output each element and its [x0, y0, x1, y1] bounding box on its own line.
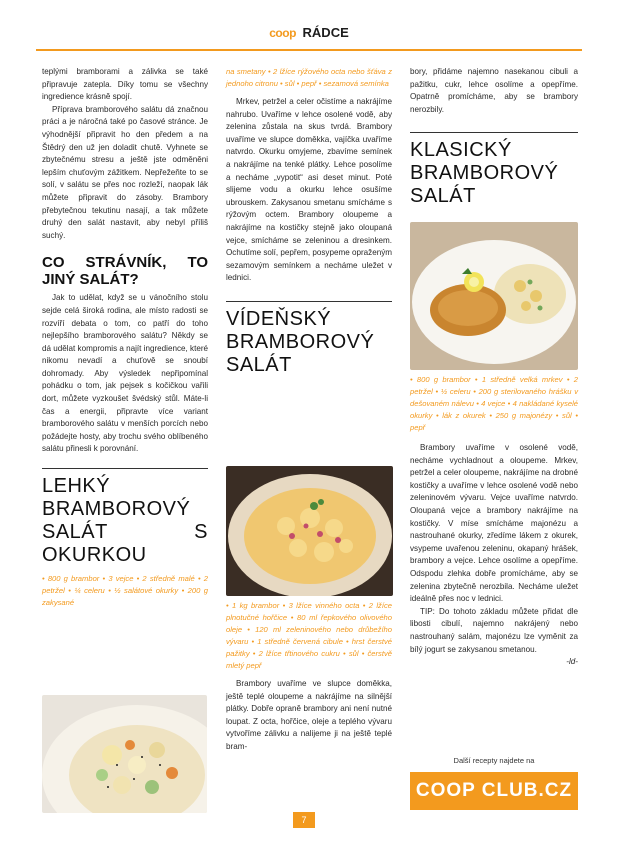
page-number: 7	[293, 812, 315, 828]
paragraph: Příprava bramborového salátu dá značnou práci a je náročná také po časové stránce. Je výhodnější připravit ho den předem a na Štědrý den už jen doladit chutě. Vyhnete se zbytečnému stresu a ještě jste odměněni lepším chuťovým zážitkem. Nepřežeňte to se solí, v salátu se přes noc rozleží, naopak lák můžete připravit do zásoby. Brambory přebytečnou tekutinu nasají, a tak můžete druhý den salát nastavit, aby nebyl příliš suchý.	[42, 104, 208, 240]
coop-club-link[interactable]: COOP CLUB.CZ	[410, 772, 578, 810]
magazine-header	[0, 24, 618, 42]
recipe-title: VÍDEŇSKÝ BRAMBOROVÝ SALÁT	[226, 301, 392, 377]
column-3	[410, 66, 578, 208]
coop-logo: coop	[269, 26, 296, 40]
column-3-bottom	[410, 374, 578, 669]
column-2	[226, 66, 392, 377]
header-divider	[36, 49, 582, 51]
paragraph: Brambory uvaříme ve slupce doměkka, ještě teplé oloupeme a nakrájíme na silnější plátky. Dobře opraně brambory ani není nutné loupat. Z octa, hořčice, oleje a teplého vývaru vytvoříme zálivku a nalijeme ji na ještě teplé bram-	[226, 679, 392, 751]
paragraph: Jak to udělat, když se u vánočního stolu sejde celá široká rodina, ale místo radosti se rozvíří debata o tom, co patří do toho nejlepšího bramborového salátu? Někdy se dá udělat kompromis a najít ingredience, které nikomu nevadí a chuťově se snoubí dohromady. Aby výsledek nepřipomínal pohádku o tom, jak pejsek s kočičkou vařili dort, můžete vyzkoušet švédský stůl. Máte-li čas a energii, připravte více variant bramborového salátu v menších porcích nebo požádejte hosty, aby trochu svého oblíbeného salátu přinesli k porovnání.	[42, 293, 209, 454]
recipe-title: KLASICKÝ BRAMBOROVÝ SALÁT	[410, 132, 578, 208]
tip-paragraph: TIP: Do tohoto základu můžete přidat dle libosti cibulí, najemno nakrájený nebo nastrouhaný salám, majonézu lze vyměnit za bílý jogurt se zakysanou smetanou.	[410, 606, 578, 654]
ingredients-list: na smetany • 2 lžíce rýžového octa nebo šťáva z jednoho citronu • sůl • pepř • sezamová semínka	[226, 67, 392, 88]
club-note: Další recepty najdete na	[453, 756, 535, 765]
column-2-bottom	[226, 600, 392, 754]
author-signature: -ld-	[566, 657, 578, 667]
paragraph: teplými bramborami a zálivka se také připravuje zatepla. Díky tomu se všechny ingredience krásně spojí.	[42, 67, 208, 102]
paragraph: Brambory uvaříme v osolené vodě, necháme vychladnout a oloupeme. Mrkev, petržel a celer oloupeme, nakrájíme na drobné kostičky a uvaříme v lehce osolené vodě nebo zeleninovém vývaru. Vejce uvaříme natvrdo. Oloupaná vejce a brambory nakrájíme na kostičky. V míse smícháme majonézu a nastrouhané okurky, zředíme lákem z okurek, vsypeme uvařenou zeleninu, okapaný hrášek, brambory a vejce. Lehce osolíme a opepříme. Odspodu zlehka dobře promícháme, aby se zelenina zbytečně nerozbila. Necháme uležet ideálně přes noc v lednici.	[410, 443, 578, 604]
paragraph: bory, přidáme najemno nasekanou cibuli a pažitku, cukr, lehce osolíme a opepříme. Opatrně promícháme, aby se brambory nerozbily.	[410, 67, 578, 114]
salad-photo-cucumber	[42, 695, 207, 813]
recipe-title: LEHKÝ BRAMBOROVÝ SALÁT S OKURKOU	[42, 468, 208, 567]
brand-logo	[269, 25, 349, 40]
ingredients-list: • 800 g brambor • 3 vejce • 2 středně malé • 2 petržel • ¼ celeru • ½ salátové okurky • 200 g zakysané	[42, 574, 208, 608]
salad-photo-classic	[410, 222, 578, 370]
paragraph: Mrkev, petržel a celer očistíme a nakrájíme nahrubo. Uvaříme v lehce osolené vodě, aby zelenina zůstala na skus tvrdá. Brambory uvaříme ve slupce doměkka, vajíčka uvaříme natvrdo. Okurku omyjeme, zbavíme semínek a nakrájíme na tenké plátky. Lehce posolíme a necháme „vypotit“ asi deset minut. Poté slijeme vodu a okurku lehce osušíme ubrouskem. Zakysanou smetanu smícháme s rýžovým octem. Brambory oloupeme a nakrájíme na kostičky stejně jako oloupaná vejce, smícháme se zeleninou a dresinkem. Ochutíme solí, pepřem, posypeme opraženým sezamovým semínkem a necháme uležet v lednici.	[226, 97, 392, 283]
magazine-title: RÁDCE	[302, 25, 349, 40]
salad-photo-viennese	[226, 466, 393, 596]
section-heading: CO STRÁVNÍK, TO JINÝ SALÁT?	[42, 254, 208, 289]
column-1	[42, 66, 208, 609]
ingredients-list: • 800 g brambor • 1 středně velká mrkev • 2 petržel • ½ celeru • 200 g sterilovaného hrášku v dešovaném nálevu • 4 vejce • 4 nakládané kyselé okurky • lák z okurek • 250 g majonézy • sůl • pepř	[410, 375, 578, 432]
ingredients-list: • 1 kg brambor • 3 lžíce vinného octa • 2 lžíce plnotučné hořčice • 80 ml řepkového olivového oleje • 120 ml zeleninového nebo drůbežího vývaru • 1 středně červená cibule • hrst čerstvé pažitky • 2 lžíce třtinového cukru • sůl • čerstvě mletý pepř	[226, 601, 392, 670]
